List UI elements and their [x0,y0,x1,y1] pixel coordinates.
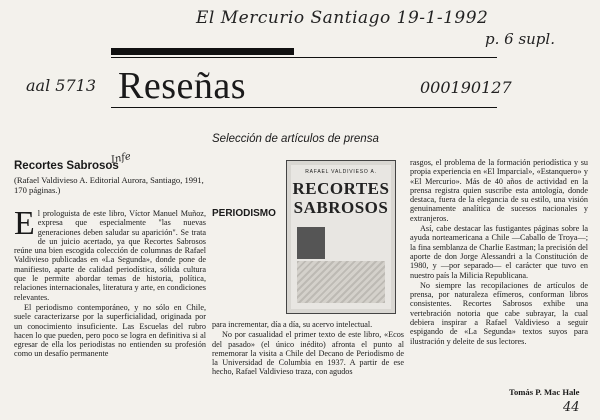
paragraph: rasgos, el problema de la formación periodística y su propia experiencia en «El Imparcial», «Estanquero» y «El Mercurio». Más de 40 años de actividad en la prensa registra quien suscribe esta antología, donde destaca, fuera de la elegancia de su estilo, una visión genuinamente analítica de sucesos nacionales y extranjeros. [410,158,588,223]
paragraph: El periodismo contemporáneo, y no sólo en Chile, suele caracterizarse por la superficialidad, originada por un conocimiento insuficiente. Las Escuelas del rubro hacen lo que pueden, pero poco se logra en definitiva si al egresar de ella los periodistas no entienden su profesión como un desafío permanente [14,302,206,359]
author-signature: Tomás P. Mac Hale [509,387,580,397]
handwritten-right-code: 000190127 [420,78,512,97]
book-citation: (Rafael Valdivieso A. Editorial Aurora, Santiago, 1991, 170 páginas.) [14,175,204,195]
cover-title-line-1: RECORTES [292,179,390,198]
cover-photo [297,227,325,259]
handwritten-corner-note: 44 [563,400,580,415]
section-title: Reseñas [118,65,247,107]
header-thin-rule [111,57,497,58]
article-column-2 [212,320,404,378]
paragraph: No siempre las recopilaciones de artículos de prensa, por naturaleza efímeros, conforman libros consistentes. Recortes Sabrosos exhibe una vertebración notoria que cabe subrayar, la cual debiera inspirar a Rafael Valdivieso a seguir espigando de «La Segunda» textos suyos para ilustración y deleite de sus lectores. [410,280,588,346]
book-title: Recortes Sabrosos [14,160,119,172]
cover-collage [297,261,385,303]
drop-cap: E [14,205,35,242]
handwritten-page-note: p. 6 supl. [485,30,555,48]
article-column-3 [410,158,588,347]
paragraph: Así, cabe destacar las fustigantes páginas sobre la ayuda norteamericana a Chile —Caballo de Troya—; la fina semblanza de Charlie Eastman; la precisión del aporte de don Jorge Alessandri a la Constitución de 1980, y —por separado— el carácter que tuvo en nuestro país la Milicia Republicana. [410,224,588,280]
cover-author: RAFAEL VALDIVIESO A. [305,169,377,175]
paragraph: No por casualidad el primer texto de este libro, «Ecos del pasado» (el único inédito) afronta el punto al rememorar la visita a Chile del Decano de Periodismo de la Universidad de Columbia en 1937. A partir de ese hecho, Rafael Valdivieso traza, con agudos [212,330,404,377]
paragraph: l prologuista de este libro, Víctor Manuel Muñoz, expresa que especialmente "las nuevas generaciones deben saludar su aparición". Se trata de un juicio acertado, ya que Recortes Sabrosos reúne una bien escogida colección de columnas de Rafael Valdivieso publicadas en «La Segunda», donde pone de manifiesto, aparte de calidad periodística, sólida cultura que le permite abordar temas de historia, política, relaciones internacionales, literatura y arte, en condiciones relevantes. [14,209,206,302]
article-column-1 [14,205,206,360]
cover-title-line-2: SABROSOS [293,198,389,217]
periodismo-label: PERIODISMO [212,208,276,219]
paragraph: para incrementar, día a día, su acervo intelectual. [212,320,373,329]
handwritten-header-note: El Mercurio Santiago 19-1-1992 [196,8,489,28]
section-subtitle: Selección de artículos de prensa [212,133,379,145]
book-cover-image [286,160,396,314]
header-top-rule [111,48,294,55]
handwritten-margin-note: Infe [110,151,132,166]
handwritten-left-code: aal 5713 [26,76,96,95]
header-bottom-rule [111,107,497,108]
